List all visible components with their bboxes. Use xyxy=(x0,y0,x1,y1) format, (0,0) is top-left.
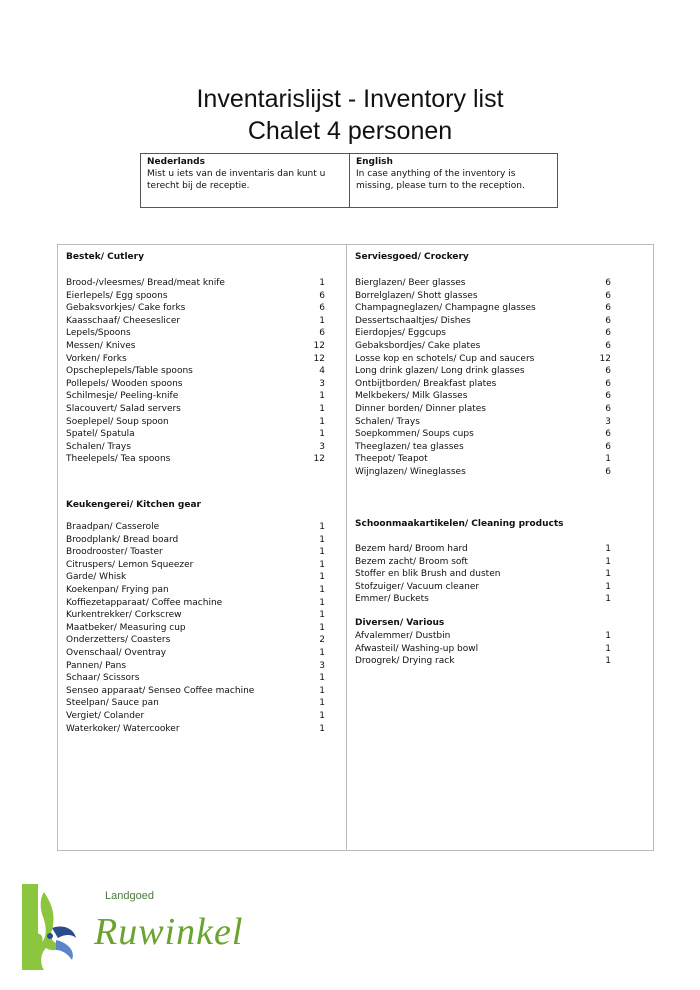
item-label: Theelepels/ Tea spoons xyxy=(66,454,171,465)
item-quantity: 6 xyxy=(605,378,611,389)
item-label: Losse kop en schotels/ Cup and saucers xyxy=(355,353,535,364)
item-label: Ovenschaal/ Oventray xyxy=(66,648,167,658)
item-quantity: 12 xyxy=(313,341,325,351)
item-quantity: 1 xyxy=(319,622,325,633)
item-quantity: 1 xyxy=(605,581,611,592)
item-label: Emmer/ Buckets xyxy=(355,594,429,605)
item-label: Kaasschaaf/ Cheeseslicer xyxy=(66,315,181,326)
notice-english-line-2: missing, please turn to the reception. xyxy=(356,181,525,191)
item-label: Opscheplepels/Table spoons xyxy=(66,366,193,377)
item-quantity: 1 xyxy=(319,559,325,570)
item-label: Dessertschaaltjes/ Dishes xyxy=(355,315,471,326)
item-quantity: 1 xyxy=(319,572,325,583)
item-label: Steelpan/ Sauce pan xyxy=(66,698,159,709)
item-quantity: 2 xyxy=(319,635,325,646)
item-quantity: 1 xyxy=(605,594,611,605)
item-quantity: 1 xyxy=(319,534,325,545)
item-label: Senseo apparaat/ Senseo Coffee machine xyxy=(66,685,255,696)
item-quantity: 6 xyxy=(605,303,611,314)
item-label: Theeglazen/ tea glasses xyxy=(355,441,464,452)
item-label: Bierglazen/ Beer glasses xyxy=(355,278,466,288)
item-label: Brood-/vleesmes/ Bread/meat knife xyxy=(66,278,225,288)
item-label: Eierdopjes/ Eggcups xyxy=(355,328,446,339)
item-quantity: 1 xyxy=(319,673,325,684)
section-title-crockery: Serviesgoed/ Crockery xyxy=(355,252,469,262)
item-label: Droogrek/ Drying rack xyxy=(355,656,455,667)
item-quantity: 6 xyxy=(605,328,611,339)
fleur-de-lis-logo-icon xyxy=(22,884,102,974)
item-quantity: 1 xyxy=(319,597,325,608)
item-quantity: 1 xyxy=(605,643,611,654)
item-quantity: 12 xyxy=(313,353,325,364)
logo xyxy=(22,884,252,974)
section-title-various: Diversen/ Various xyxy=(355,618,445,628)
section-title-cleaning: Schoonmaakartikelen/ Cleaning products xyxy=(355,519,564,529)
item-quantity: 6 xyxy=(319,290,325,301)
item-quantity: 1 xyxy=(605,656,611,667)
item-label: Ontbijtborden/ Breakfast plates xyxy=(355,378,497,389)
item-quantity: 1 xyxy=(605,556,611,567)
item-label: Long drink glazen/ Long drink glasses xyxy=(355,366,525,377)
item-label: Stoffer en blik Brush and dusten xyxy=(355,569,501,580)
inventory-table xyxy=(57,244,654,851)
item-quantity: 6 xyxy=(605,404,611,414)
item-quantity: 6 xyxy=(319,328,325,339)
item-label: Afvalemmer/ Dustbin xyxy=(355,631,451,641)
item-label: Soeplepel/ Soup spoon xyxy=(66,416,169,427)
item-quantity: 1 xyxy=(319,315,325,326)
item-label: Melkbekers/ Milk Glasses xyxy=(355,391,468,402)
item-label: Eierlepels/ Egg spoons xyxy=(66,290,168,301)
item-quantity: 6 xyxy=(605,391,611,402)
item-label: Slacouvert/ Salad servers xyxy=(66,404,181,414)
item-quantity: 6 xyxy=(605,429,611,440)
item-label: Theepot/ Teapot xyxy=(355,454,428,465)
item-quantity: 6 xyxy=(605,290,611,301)
item-label: Pannen/ Pans xyxy=(66,660,127,671)
item-quantity: 3 xyxy=(319,378,325,389)
item-label: Lepels/Spoons xyxy=(66,328,131,339)
item-quantity: 1 xyxy=(319,648,325,658)
item-quantity: 4 xyxy=(319,366,325,377)
item-label: Schalen/ Trays xyxy=(355,416,420,427)
notice-table xyxy=(140,153,558,208)
item-quantity: 1 xyxy=(319,429,325,440)
item-label: Soepkommen/ Soups cups xyxy=(355,429,474,440)
notice-dutch-heading: Nederlands xyxy=(147,157,205,167)
item-label: Broodplank/ Bread board xyxy=(66,534,179,545)
item-quantity: 1 xyxy=(605,631,611,641)
page-subtitle: Chalet 4 personen xyxy=(247,117,453,145)
item-label: Wijnglazen/ Wineglasses xyxy=(355,467,466,477)
item-label: Bezem hard/ Broom hard xyxy=(355,544,468,554)
item-label: Kurkentrekker/ Corkscrew xyxy=(66,610,182,621)
column-divider xyxy=(346,245,347,850)
item-quantity: 1 xyxy=(605,569,611,580)
item-quantity: 3 xyxy=(319,441,325,452)
item-quantity: 1 xyxy=(319,711,325,721)
item-label: Vorken/ Forks xyxy=(66,353,127,364)
notice-english xyxy=(350,154,557,207)
item-label: Koffiezetapparaat/ Coffee machine xyxy=(66,597,223,608)
notice-dutch-line-2: terecht bij de receptie. xyxy=(147,181,250,191)
page-title: Inventarislijst - Inventory list xyxy=(196,85,504,113)
section-title-kitchen-gear: Keukengerei/ Kitchen gear xyxy=(66,500,201,510)
notice-dutch-line-1: Mist u iets van de inventaris dan kunt u xyxy=(147,169,326,179)
item-quantity: 1 xyxy=(319,723,325,734)
item-label: Bezem zacht/ Broom soft xyxy=(355,556,468,567)
item-quantity: 1 xyxy=(319,416,325,427)
item-label: Braadpan/ Casserole xyxy=(66,522,160,532)
logo-small-text: Landgoed xyxy=(105,890,154,902)
item-label: Citruspers/ Lemon Squeezer xyxy=(66,559,194,570)
item-label: Gebaksvorkjes/ Cake forks xyxy=(66,303,186,314)
item-quantity: 6 xyxy=(605,278,611,288)
item-quantity: 3 xyxy=(605,416,611,427)
item-quantity: 1 xyxy=(319,547,325,558)
notice-english-line-1: In case anything of the inventory is xyxy=(356,169,516,179)
item-quantity: 1 xyxy=(319,391,325,402)
item-label: Champagneglazen/ Champagne glasses xyxy=(355,303,536,314)
item-quantity: 6 xyxy=(605,341,611,351)
item-quantity: 1 xyxy=(319,698,325,709)
item-quantity: 1 xyxy=(605,454,611,465)
item-quantity: 6 xyxy=(605,366,611,377)
item-quantity: 3 xyxy=(319,660,325,671)
item-label: Pollepels/ Wooden spoons xyxy=(66,378,183,389)
item-label: Schalen/ Trays xyxy=(66,441,131,452)
item-quantity: 1 xyxy=(605,544,611,554)
item-label: Borrelglazen/ Shott glasses xyxy=(355,290,478,301)
item-quantity: 12 xyxy=(599,353,611,364)
item-label: Maatbeker/ Measuring cup xyxy=(66,622,186,633)
item-label: Schaar/ Scissors xyxy=(66,673,140,684)
item-label: Afwasteil/ Washing-up bowl xyxy=(355,643,479,654)
item-quantity: 1 xyxy=(319,404,325,414)
item-label: Schilmesje/ Peeling-knife xyxy=(66,391,179,402)
item-quantity: 1 xyxy=(319,522,325,532)
section-title-cutlery: Bestek/ Cutlery xyxy=(66,252,144,262)
item-label: Dinner borden/ Dinner plates xyxy=(355,404,486,414)
item-label: Broodrooster/ Toaster xyxy=(66,547,163,558)
item-label: Messen/ Knives xyxy=(66,341,136,351)
item-label: Koekenpan/ Frying pan xyxy=(66,585,169,595)
item-quantity: 6 xyxy=(605,441,611,452)
item-quantity: 6 xyxy=(605,315,611,326)
item-quantity: 6 xyxy=(319,303,325,314)
notice-dutch xyxy=(141,154,350,207)
item-quantity: 1 xyxy=(319,685,325,696)
item-label: Stofzuiger/ Vacuum cleaner xyxy=(355,581,480,592)
item-quantity: 1 xyxy=(319,278,325,288)
item-label: Waterkoker/ Watercooker xyxy=(66,723,180,734)
item-label: Garde/ Whisk xyxy=(66,572,127,583)
item-label: Onderzetters/ Coasters xyxy=(66,635,171,646)
item-quantity: 1 xyxy=(319,585,325,595)
item-label: Spatel/ Spatula xyxy=(66,429,135,440)
item-label: Vergiet/ Colander xyxy=(66,711,145,721)
logo-brand-text: Ruwinkel xyxy=(94,911,244,953)
item-label: Gebaksbordjes/ Cake plates xyxy=(355,341,481,351)
item-quantity: 6 xyxy=(605,467,611,477)
item-quantity: 12 xyxy=(313,454,325,465)
item-quantity: 1 xyxy=(319,610,325,621)
notice-english-heading: English xyxy=(356,157,393,167)
